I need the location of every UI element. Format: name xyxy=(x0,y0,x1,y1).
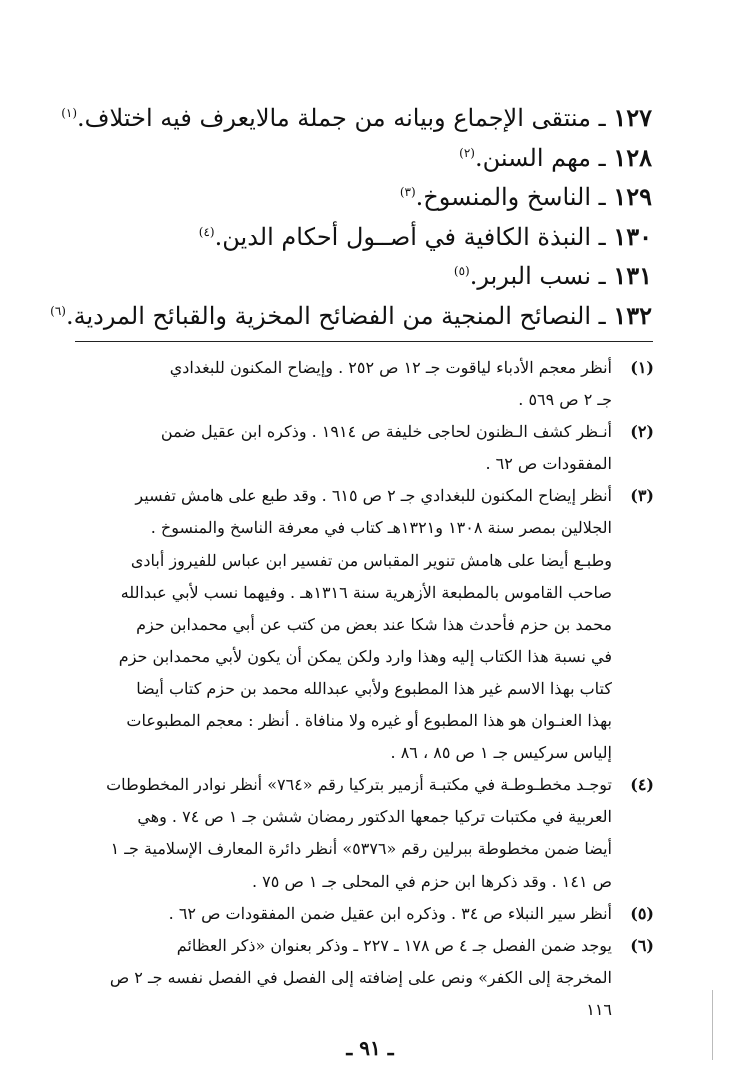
entry-number: ١٢٩ xyxy=(613,182,652,211)
footnote-line: أنظر معجم الأدباء لياقوت جـ ١٢ ص ٢٥٢ . وإيضاح المكنون للبغدادي xyxy=(169,358,612,377)
footnote-line: أنـظر كشف الـظنون لحاجى خليفة ص ١٩١٤ . وذكره ابن عقيل ضمن xyxy=(160,422,612,442)
footnote-line: محمد بن حزم فأحدث هذا شكا عند بعض من كتب عن أبي محمدابن حزم xyxy=(136,614,612,634)
entries-list xyxy=(52,94,652,331)
footnote-text xyxy=(74,898,612,930)
footnote-line: ١١٦ xyxy=(586,999,612,1019)
footnote-ref: (٣) xyxy=(399,185,416,199)
footnote-line: العربية في مكتبات تركيا جمعها الدكتور رمضان ششن جـ ١ ص ٧٤ . وهي xyxy=(137,807,612,827)
entry-number: ١٣٢ xyxy=(613,300,652,330)
footnote-line: أنظر سير النبلاء ص ٣٤ . وذكره ابن عقيل ضمن المفقودات ص ٦٢ . xyxy=(168,903,612,923)
footnote-line: الجلالين بمصر سنة ١٣٠٨ و١٣٢١هـ كتاب في معرفة الناسخ والمنسوخ . xyxy=(150,518,612,538)
footnote-mark: (٦) xyxy=(630,935,654,955)
entry-132 xyxy=(52,292,652,332)
footnote-line: أيضا ضمن مخطوطة ببرلين رقم «٥٣٧٦» أنظر دائرة المعارف الإسلامية جـ ١ xyxy=(110,839,612,859)
entry-number: ١٣١ xyxy=(613,261,652,290)
footnote-line: المخرجة إلى الكفر» ونص على إضافته إلى الفصل في الفصل نفسه جـ ٢ ص xyxy=(109,967,612,987)
footnote-separator xyxy=(75,341,653,342)
footnote-mark: (٤) xyxy=(630,775,654,795)
footnote-line: بهذا العنـوان هو هذا المطبوع أو غيره ولا منافاة . أنظر : معجم المطبوعات xyxy=(126,711,612,731)
entry-130 xyxy=(52,213,652,253)
footnote-line: في نسبة هذا الكتاب إليه وهذا وارد ولكن يمكن أن يكون لأبي محمدابن حزم xyxy=(118,646,612,666)
entry-title: ـ نسب البربر. xyxy=(469,262,606,290)
footnote-text xyxy=(74,352,612,416)
entry-title: ـ النبذة الكافية في أصــول أحكام الدين. xyxy=(214,222,606,251)
entry-number: ١٢٧ xyxy=(613,103,652,132)
footnote-line: يوجد ضمن الفصل جـ ٤ ص ١٧٨ ـ ٢٢٧ ـ وذكر بعنوان «ذكر العظائم xyxy=(176,935,612,955)
footnote-ref: (٤) xyxy=(198,224,215,239)
entry-129 xyxy=(52,173,652,213)
entry-title: ـ مهم السنن. xyxy=(474,143,606,172)
footnote-5 xyxy=(74,898,654,930)
footnote-6 xyxy=(74,930,654,1026)
entry-number: ١٢٨ xyxy=(613,142,652,172)
footnote-mark: (٢) xyxy=(630,422,654,442)
footnote-ref: (٥) xyxy=(453,264,470,278)
entry-title: ـ الناسخ والمنسوخ. xyxy=(415,183,606,211)
entry-127 xyxy=(52,94,652,134)
footnote-line: أنظر إيضاح المكنون للبغدادي جـ ٢ ص ٦١٥ . وقد طبع على هامش تفسير xyxy=(135,486,612,506)
footnote-4 xyxy=(74,769,654,897)
footnotes xyxy=(74,352,654,1026)
footnote-2 xyxy=(74,416,654,480)
footnote-line: توجـد مخطـوطـة في مكتبـة أزمير بتركيا رقم «٧٦٤» أنظر نوادر المخطوطات xyxy=(106,775,612,795)
footnote-line: صاحب القاموس بالمطبعة الأزهرية سنة ١٣١٦هـ . وفيهما نسب لأبي عبدالله xyxy=(120,582,612,602)
footnote-3 xyxy=(74,480,654,769)
footnote-line: إلياس سركيس جـ ١ ص ٨٥ ، ٨٦ . xyxy=(390,743,612,763)
footnote-ref: (١) xyxy=(61,106,78,120)
footnote-ref: (٦) xyxy=(50,303,66,318)
entry-title: ـ منتقى الإجماع وبيانه من جملة مالايعرف فيه اختلاف. xyxy=(77,104,606,132)
footnote-text xyxy=(74,416,612,480)
footnote-line: جـ ٢ ص ٥٦٩ . xyxy=(518,390,612,410)
entry-title: ـ النصائح المنجية من الفضائح المخزية والقبائح المردية. xyxy=(65,301,606,330)
entry-number: ١٣٠ xyxy=(613,221,652,251)
footnote-mark: (٣) xyxy=(630,486,654,506)
entry-131 xyxy=(52,252,652,292)
footnote-line: المفقودات ص ٦٢ . xyxy=(485,454,612,474)
footnote-text xyxy=(74,769,612,897)
footnote-mark: (٥) xyxy=(630,903,654,923)
footnote-mark: (١) xyxy=(630,358,654,377)
footnote-line: وطبـع أيضا على هامش تنوير المقباس من تفسير ابن عباس للفيروز أبادى xyxy=(130,550,612,570)
entry-128 xyxy=(52,134,652,174)
footnote-ref: (٢) xyxy=(459,145,475,160)
footnote-1 xyxy=(74,352,654,416)
page-number: ـ ٩١ ـ xyxy=(346,1036,394,1060)
footnote-text xyxy=(74,930,612,1026)
footnote-line: كتاب بهذا الاسم غير هذا المطبوع ولأبي عبدالله محمد بن حزم كتاب أيضا xyxy=(136,678,612,698)
footnote-line: ص ١٤١ . وقد ذكرها ابن حزم في المحلى جـ ١ ص ٧٥ . xyxy=(252,871,612,891)
footnote-text xyxy=(74,480,612,769)
